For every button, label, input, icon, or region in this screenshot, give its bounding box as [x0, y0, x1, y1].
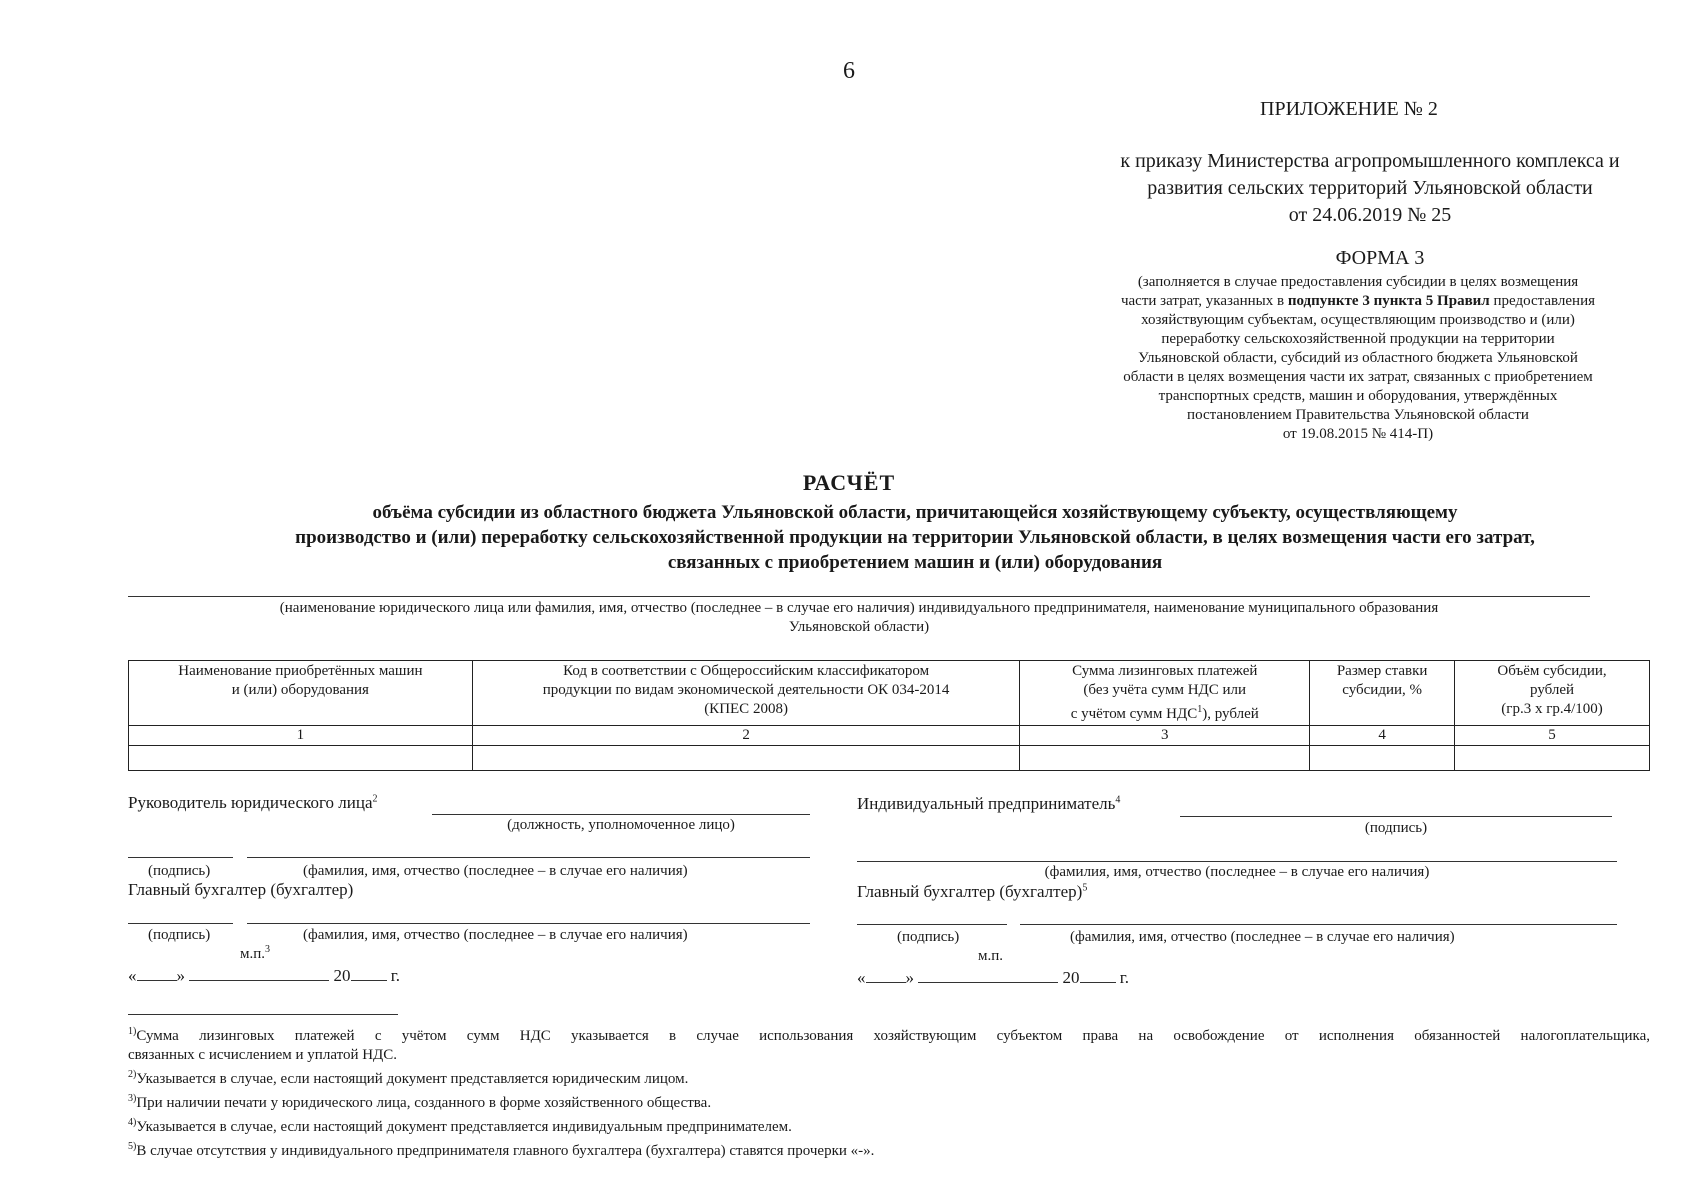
form-note-line-9: от 19.08.2015 № 414-П)	[1282, 426, 1434, 442]
signature-caption: (подпись)	[1364, 820, 1428, 836]
label-text: Руководитель юридического лица	[128, 793, 373, 812]
footnote-5	[128, 1137, 1650, 1161]
footnote-ref: 3	[265, 944, 271, 955]
header-cell-subsidy-volume	[1455, 661, 1650, 726]
footnote-text: Указывается в случае, если настоящий документ представляется юридическим лицом.	[136, 1071, 689, 1087]
footnote-4	[128, 1113, 1650, 1137]
month-field[interactable]	[918, 982, 1058, 983]
head-position-field[interactable]	[432, 814, 810, 815]
header-cell-subsidy-rate	[1310, 661, 1455, 726]
day-field[interactable]	[137, 980, 177, 981]
footnote-mark: 3)	[128, 1093, 137, 1104]
header-text: с учётом сумм НДС	[1070, 706, 1198, 722]
form-note-line-1: (заполняется в случае предоставления субсидии в целях возмещения	[1137, 274, 1579, 290]
header-text: субсидии, %	[1342, 682, 1422, 698]
form-note-line-4: переработку сельскохозяйственной продукции на территории	[1161, 331, 1555, 347]
footnote-text: Сумма лизинговых платежей с учётом сумм НДС указывается в случае использования хозяйствующим субъектом права на освобождение от исполнения обязанностей налогоплательщика,	[136, 1028, 1650, 1044]
footnote-text: При наличии печати у юридического лица, созданного в форме хозяйственного общества.	[136, 1095, 712, 1111]
header-text: (без учёта сумм НДС или	[1083, 682, 1247, 698]
header-cell-equipment	[129, 661, 473, 726]
table-header-row	[129, 661, 1650, 726]
form-note-line-5: Ульяновской области, субсидий из областного бюджета Ульяновской	[1138, 350, 1578, 366]
stamp-text: м.п.	[240, 946, 266, 962]
applicant-name-caption	[128, 599, 1590, 637]
header-text: Код в соответствии с Общероссийским классификатором	[563, 663, 930, 679]
fio-caption: (фамилия, имя, отчество (последнее – в случае его наличия)	[1070, 929, 1455, 945]
order-line-2: развития сельских территорий Ульяновской области	[1147, 177, 1593, 199]
header-text: Объём субсидии,	[1497, 663, 1607, 679]
table-cell-input[interactable]	[1455, 746, 1650, 771]
column-number: 4	[1310, 726, 1455, 746]
applicant-name-field[interactable]	[128, 596, 1590, 597]
footnote-1-cont: связанных с исчислением и уплатой НДС.	[128, 1047, 398, 1063]
form-note-line-3: хозяйствующим субъектам, осуществляющим производство и (или)	[1141, 312, 1575, 328]
position-caption: (должность, уполномоченное лицо)	[507, 817, 735, 833]
signature-caption: (подпись)	[897, 929, 960, 945]
name-caption-line-1: (наименование юридического лица или фамилия, имя, отчество (последнее – в случае его наличия) индивидуального предпринимателя, наименование муниципального образования	[279, 600, 1439, 616]
year-prefix: 20	[1062, 968, 1080, 987]
header-text: Сумма лизинговых платежей	[1072, 663, 1258, 679]
label-text: Главный бухгалтер (бухгалтер)	[857, 882, 1083, 901]
footnote-separator	[128, 1014, 398, 1015]
fio-caption: (фамилия, имя, отчество (последнее – в случае его наличия)	[303, 927, 688, 943]
header-cell-leasing-sum	[1020, 661, 1310, 726]
stamp-place	[240, 944, 270, 963]
appendix-title: ПРИЛОЖЕНИЕ № 2	[1260, 98, 1438, 120]
header-cell-classifier-code	[472, 661, 1020, 726]
head-fio-field[interactable]	[247, 857, 810, 858]
form-note-text: предоставления	[1489, 293, 1596, 309]
column-number: 3	[1020, 726, 1310, 746]
subtitle-line-1: объёма субсидии из областного бюджета Ульяновской области, причитающейся хозяйствующему субъекту, осуществляющему	[372, 502, 1458, 523]
header-text: продукции по видам экономической деятельности ОК 034-2014	[542, 682, 950, 698]
footnote-text: В случае отсутствия у индивидуального предпринимателя главного бухгалтера (бухгалтера) ставятся прочерки «-».	[136, 1143, 875, 1159]
date-quote: »	[905, 968, 914, 987]
document-subtitle	[175, 500, 1655, 575]
entrepreneur-signature-field[interactable]	[1180, 816, 1612, 817]
footnote-ref: 4	[1115, 794, 1121, 806]
head-of-legal-entity-label	[128, 793, 378, 813]
fio-caption: (фамилия, имя, отчество (последнее – в случае его наличия)	[1044, 864, 1430, 880]
header-text: (КПЕС 2008)	[704, 701, 788, 717]
footnote-ref: 1	[1197, 704, 1203, 715]
date-quote: »	[176, 966, 185, 985]
year-suffix: г.	[390, 966, 401, 985]
name-caption-line-2: Ульяновской области)	[788, 619, 930, 635]
form-note-text: части затрат, указанных в	[1120, 293, 1288, 309]
day-field[interactable]	[866, 982, 906, 983]
order-reference	[1070, 148, 1670, 229]
form-note-line-7: транспортных средств, машин и оборудования, утверждённых	[1158, 388, 1558, 404]
header-text: Наименование приобретённых машин	[178, 663, 423, 679]
subtitle-line-2: производство и (или) переработку сельскохозяйственной продукции на территории Ульяновской области, в целях возмещения части его затрат,	[295, 527, 1535, 548]
accountant-signature-field[interactable]	[128, 923, 233, 924]
form-note-line-8: постановлением Правительства Ульяновской области	[1187, 407, 1529, 423]
header-text: (гр.3 х гр.4/100)	[1501, 701, 1603, 717]
column-number: 5	[1455, 726, 1650, 746]
table-cell-input[interactable]	[1310, 746, 1455, 771]
date-quote: «	[857, 968, 866, 987]
form-note-rule-reference: подпункте 3 пункта 5 Правил	[1287, 293, 1490, 309]
month-field[interactable]	[189, 980, 329, 981]
footnotes	[128, 1022, 1650, 1161]
subtitle-line-3: связанных с приобретением машин и (или) оборудования	[667, 552, 1163, 573]
footnote-3	[128, 1089, 1650, 1113]
signature-caption: (подпись)	[148, 863, 211, 879]
header-text: Размер ставки	[1336, 663, 1428, 679]
table-row	[129, 746, 1650, 771]
date-field	[857, 968, 1129, 988]
column-number: 2	[472, 726, 1020, 746]
label-text: Индивидуальный предприниматель	[857, 794, 1116, 813]
order-line-1: к приказу Министерства агропромышленного комплекса и	[1120, 150, 1620, 172]
fio-caption: (фамилия, имя, отчество (последнее – в случае его наличия)	[303, 863, 688, 879]
order-line-3: от 24.06.2019 № 25	[1288, 204, 1452, 226]
year-prefix: 20	[333, 966, 351, 985]
entrepreneur-label	[857, 794, 1120, 814]
header-text: рублей	[1530, 682, 1575, 698]
table-number-row	[129, 726, 1650, 746]
form-note-line-6: области в целях возмещения части их затрат, связанных с приобретением	[1123, 369, 1593, 385]
form-title: ФОРМА 3	[1335, 247, 1425, 269]
footnote-mark: 4)	[128, 1117, 137, 1128]
footnote-ref: 2	[372, 793, 378, 805]
footnote-ref: 5	[1082, 882, 1088, 894]
date-field	[128, 966, 400, 986]
accountant-signature-field[interactable]	[857, 924, 1007, 925]
column-number: 1	[129, 726, 473, 746]
date-quote: «	[128, 966, 137, 985]
footnote-2	[128, 1065, 1650, 1089]
stamp-place: м.п.	[978, 948, 1004, 964]
chief-accountant-label	[857, 882, 1087, 902]
form-note-line-2	[1058, 292, 1658, 311]
footnote-mark: 2)	[128, 1069, 137, 1080]
accountant-fio-field[interactable]	[1020, 924, 1617, 925]
footnote-mark: 1)	[128, 1026, 137, 1037]
header-text	[1024, 700, 1305, 724]
page-number: 6	[843, 58, 855, 84]
footnote-mark: 5)	[128, 1141, 137, 1152]
header-text: ), рублей	[1202, 706, 1259, 722]
footnote-1	[128, 1022, 1650, 1046]
header-text: и (или) оборудования	[231, 682, 369, 698]
table-cell-input[interactable]	[129, 746, 473, 771]
footnote-text: Указывается в случае, если настоящий документ представляется индивидуальным предпринимателем.	[136, 1119, 792, 1135]
table-cell-input[interactable]	[472, 746, 1020, 771]
accountant-fio-field[interactable]	[247, 923, 810, 924]
chief-accountant-label: Главный бухгалтер (бухгалтер)	[128, 880, 354, 899]
table-cell-input[interactable]	[1020, 746, 1310, 771]
head-signature-field[interactable]	[128, 857, 233, 858]
subsidy-table	[128, 660, 1650, 771]
year-field[interactable]	[351, 980, 387, 981]
signature-caption: (подпись)	[148, 927, 211, 943]
year-suffix: г.	[1119, 968, 1130, 987]
entrepreneur-fio-field[interactable]	[857, 861, 1617, 862]
form-note	[1058, 273, 1658, 444]
year-field[interactable]	[1080, 982, 1116, 983]
document-title: РАСЧЁТ	[802, 470, 896, 495]
